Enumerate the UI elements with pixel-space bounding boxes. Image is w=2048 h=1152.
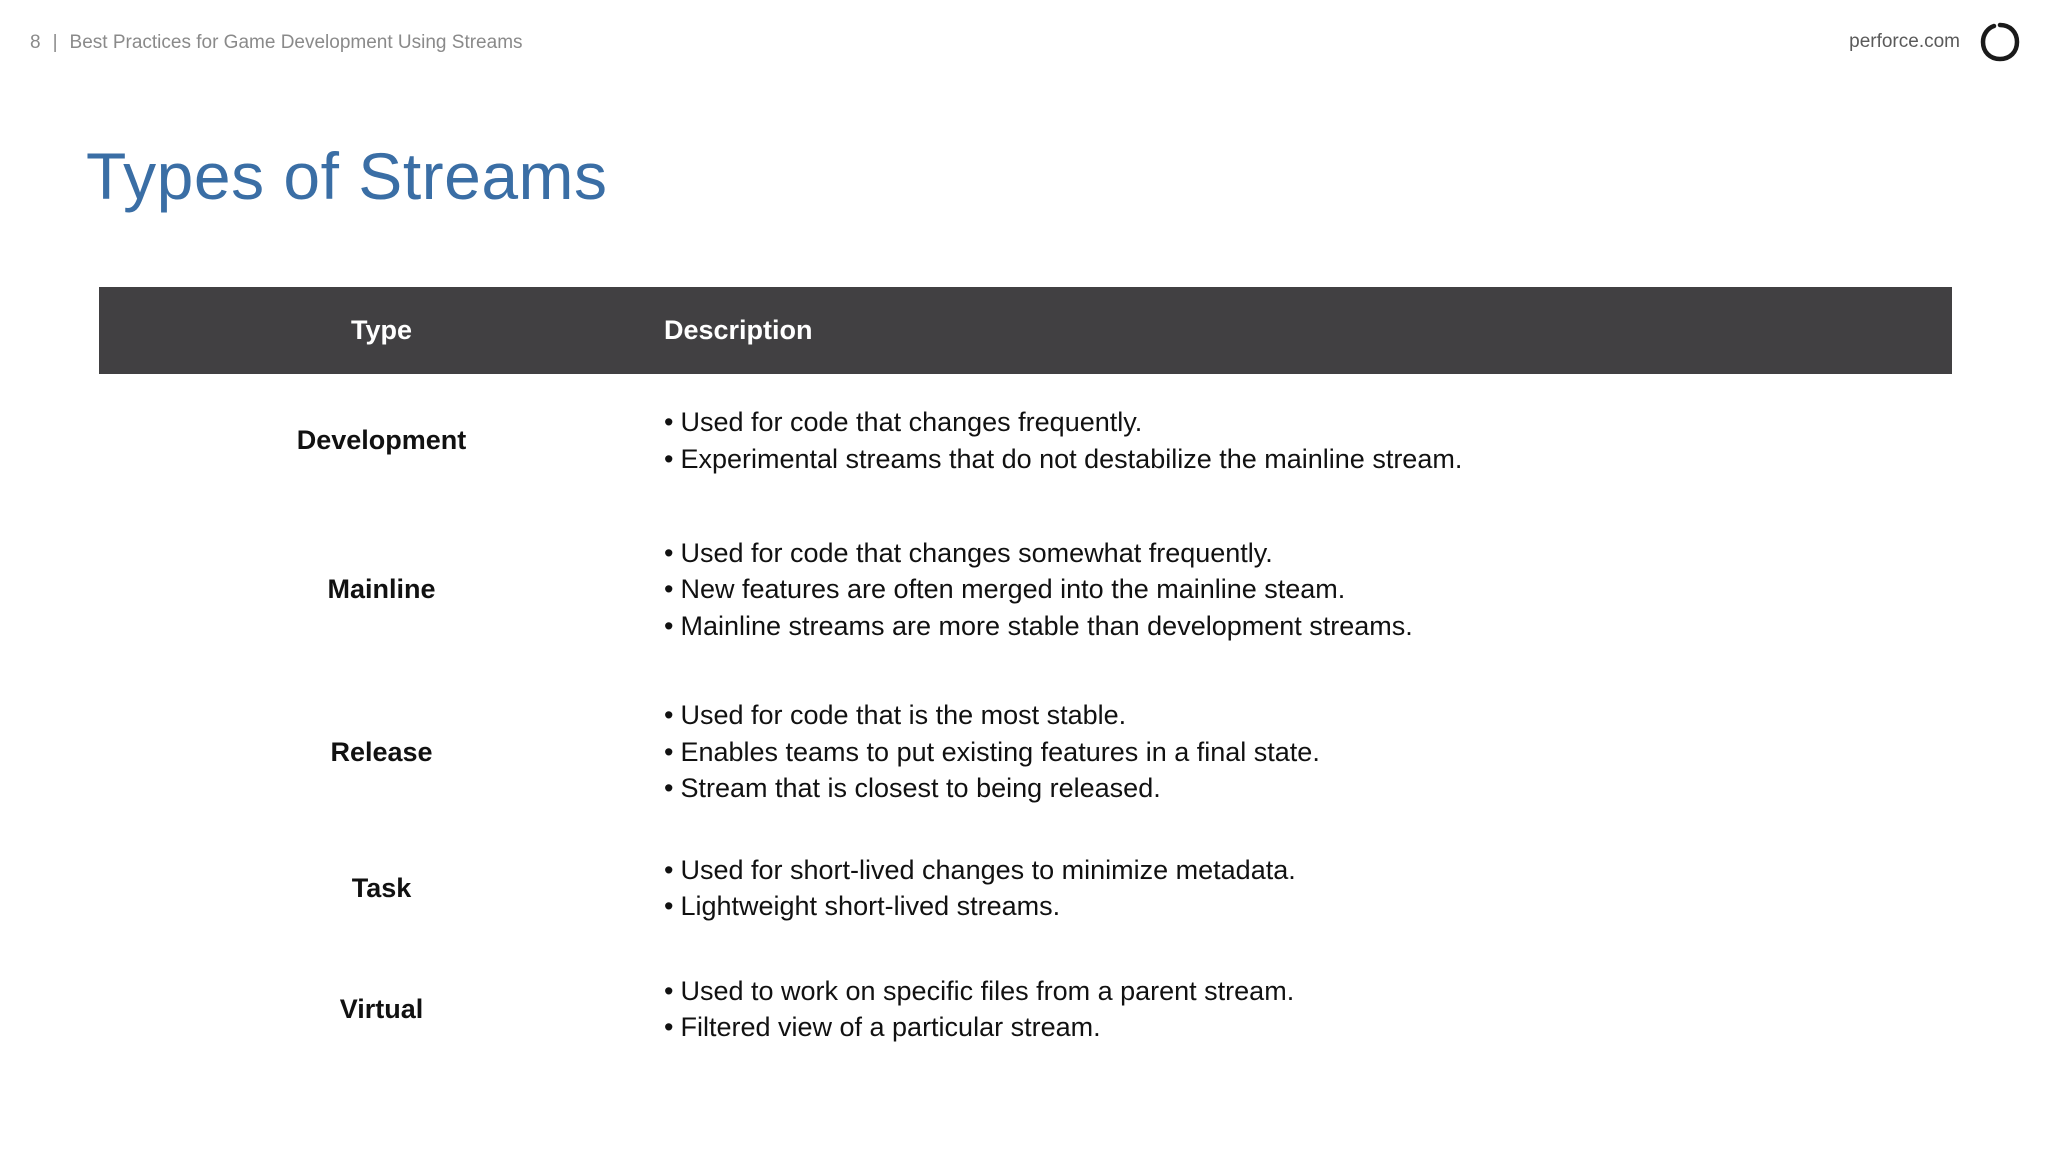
row-description <box>664 697 1952 807</box>
list-item: • Used for code that changes frequently. <box>664 407 1143 437</box>
bullet-icon: • <box>664 1012 674 1042</box>
list-item: • Lightweight short-lived streams. <box>664 891 1061 921</box>
bullet-icon: • <box>664 407 674 437</box>
list-item: • Used to work on specific files from a parent stream. <box>664 975 1295 1006</box>
list-item: • Experimental streams that do not destabilize the mainline stream. <box>664 443 1463 474</box>
table-row <box>99 832 1952 944</box>
list-item: • Enables teams to put existing features in a final state. <box>664 736 1320 767</box>
row-type-label: Release <box>330 736 433 767</box>
row-description <box>664 973 1952 1046</box>
bullet-icon: • <box>664 975 674 1006</box>
bullet-icon: • <box>664 736 674 767</box>
list-item: • Used for code that changes somewhat frequently. <box>664 537 1273 568</box>
list-item: • Mainline streams are more stable than development streams. <box>664 610 1413 641</box>
list-item: • Used for short-lived changes to minimize metadata. <box>664 854 1296 885</box>
perforce-logo-icon <box>1980 22 2020 62</box>
bullet-icon: • <box>664 700 674 731</box>
header-type: Type <box>350 315 412 345</box>
brand-area <box>1849 22 2020 62</box>
header-description: Description <box>664 315 813 345</box>
bullet-icon: • <box>664 537 674 568</box>
table-row <box>99 944 1952 1074</box>
row-type-label: Virtual <box>339 993 424 1024</box>
bullet-icon: • <box>664 610 674 641</box>
bullet-icon: • <box>664 443 674 474</box>
bullet-icon: • <box>664 891 674 921</box>
streams-table <box>99 287 1952 1074</box>
table-row <box>99 507 1952 672</box>
table-row <box>99 672 1952 832</box>
bullet-icon: • <box>664 574 674 605</box>
row-type-label: Development <box>296 425 467 455</box>
table-header <box>99 287 1952 374</box>
page-title: Types of Streams <box>86 139 608 213</box>
list-item: • Used for code that is the most stable. <box>664 700 1127 731</box>
row-description <box>664 852 1952 925</box>
page-header <box>30 32 523 54</box>
bullet-icon: • <box>664 854 674 885</box>
list-item: • New features are often merged into the mainline steam. <box>664 574 1346 605</box>
site-link[interactable]: perforce.com <box>1849 31 1960 52</box>
row-type-label: Mainline <box>327 574 436 604</box>
row-description <box>664 404 1952 477</box>
document-title: Best Practices for Game Development Using Streams <box>69 32 523 53</box>
table-row <box>99 374 1952 507</box>
list-item: • Stream that is closest to being released. <box>664 773 1161 804</box>
bullet-icon: • <box>664 773 674 804</box>
row-type-label: Task <box>351 872 412 903</box>
list-item: • Filtered view of a particular stream. <box>664 1012 1101 1042</box>
header-separator: | <box>52 32 58 53</box>
page-number: 8 <box>30 32 41 53</box>
row-description <box>664 535 1952 645</box>
